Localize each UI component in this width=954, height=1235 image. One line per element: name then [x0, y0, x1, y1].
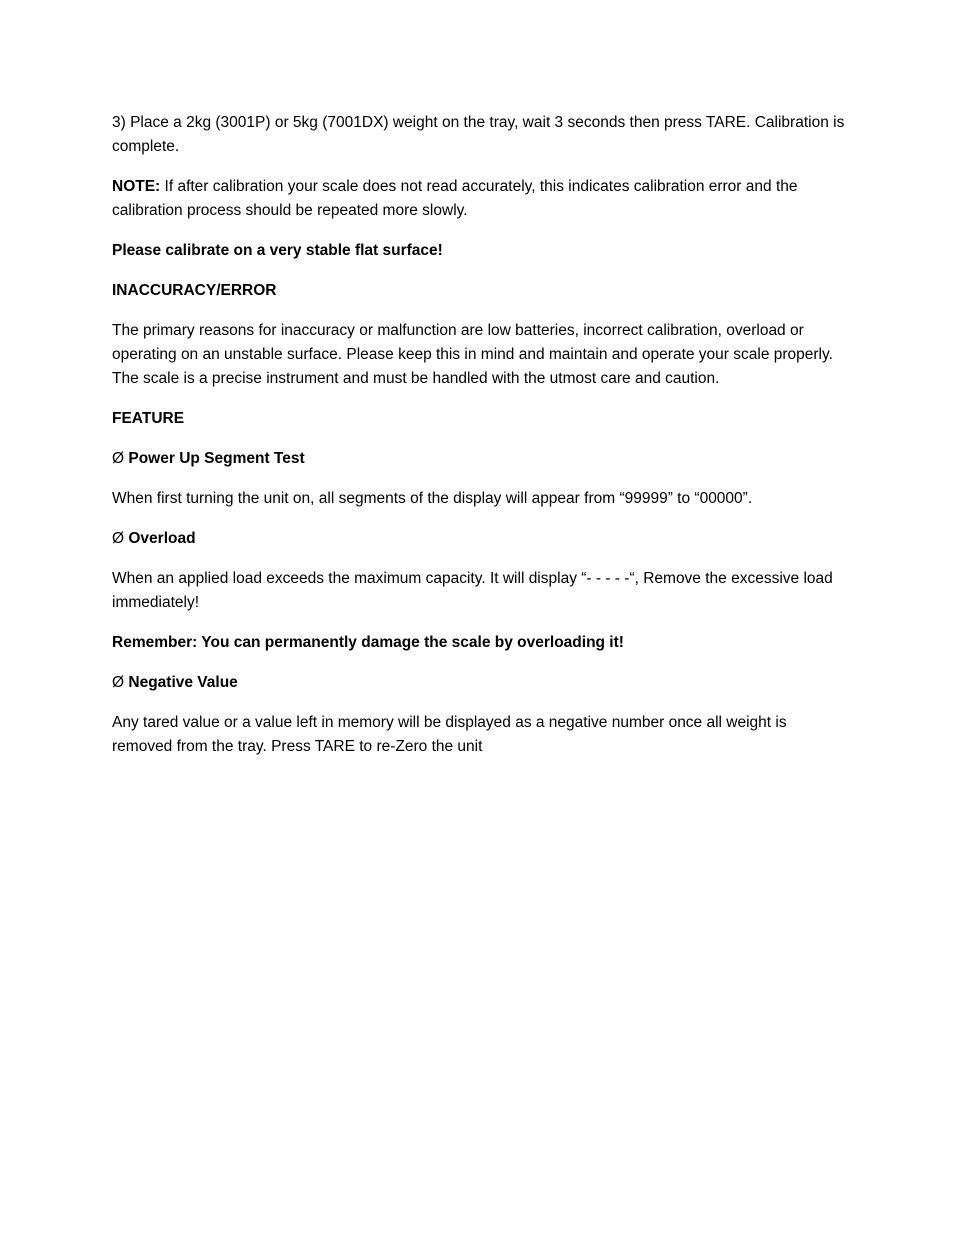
document-page — [112, 111, 847, 775]
inaccuracy-paragraph: The primary reasons for inaccuracy or malfunction are low batteries, incorrect calibration, overload or operating on an unstable surface. Please keep this in mind and maintain and operate your scale properly. The scale is a precise instrument and must be handled with the utmost care and caution. — [112, 322, 833, 387]
calibrate-warning: Please calibrate on a very stable flat surface! — [112, 242, 443, 259]
bullet-symbol: Ø — [112, 674, 125, 691]
overload-heading-text: Overload — [128, 530, 196, 547]
step-3-paragraph: 3) Place a 2kg (3001P) or 5kg (7001DX) weight on the tray, wait 3 seconds then press TARE. Calibration is complete. — [112, 114, 845, 155]
power-up-paragraph: When first turning the unit on, all segments of the display will appear from “99999” to “00000”. — [112, 490, 753, 507]
feature-heading: FEATURE — [112, 410, 185, 427]
overload-heading — [112, 527, 847, 551]
bullet-symbol: Ø — [112, 530, 125, 547]
power-up-heading-text: Power Up Segment Test — [128, 450, 305, 467]
negative-heading — [112, 671, 847, 695]
inaccuracy-heading: INACCURACY/ERROR — [112, 282, 277, 299]
power-up-heading — [112, 447, 847, 471]
bullet-symbol: Ø — [112, 450, 125, 467]
note-paragraph — [112, 175, 847, 223]
negative-heading-text: Negative Value — [128, 674, 238, 691]
overload-paragraph: When an applied load exceeds the maximum capacity. It will display “- - - - -“, Remove the excessive load immediately! — [112, 570, 833, 611]
note-text: If after calibration your scale does not read accurately, this indicates calibration error and the calibration process should be repeated more slowly. — [112, 178, 798, 219]
note-label: NOTE: — [112, 178, 161, 195]
remember-warning: Remember: You can permanently damage the scale by overloading it! — [112, 634, 624, 651]
negative-paragraph: Any tared value or a value left in memory will be displayed as a negative number once all weight is removed from the tray. Press TARE to re-Zero the unit — [112, 714, 787, 755]
